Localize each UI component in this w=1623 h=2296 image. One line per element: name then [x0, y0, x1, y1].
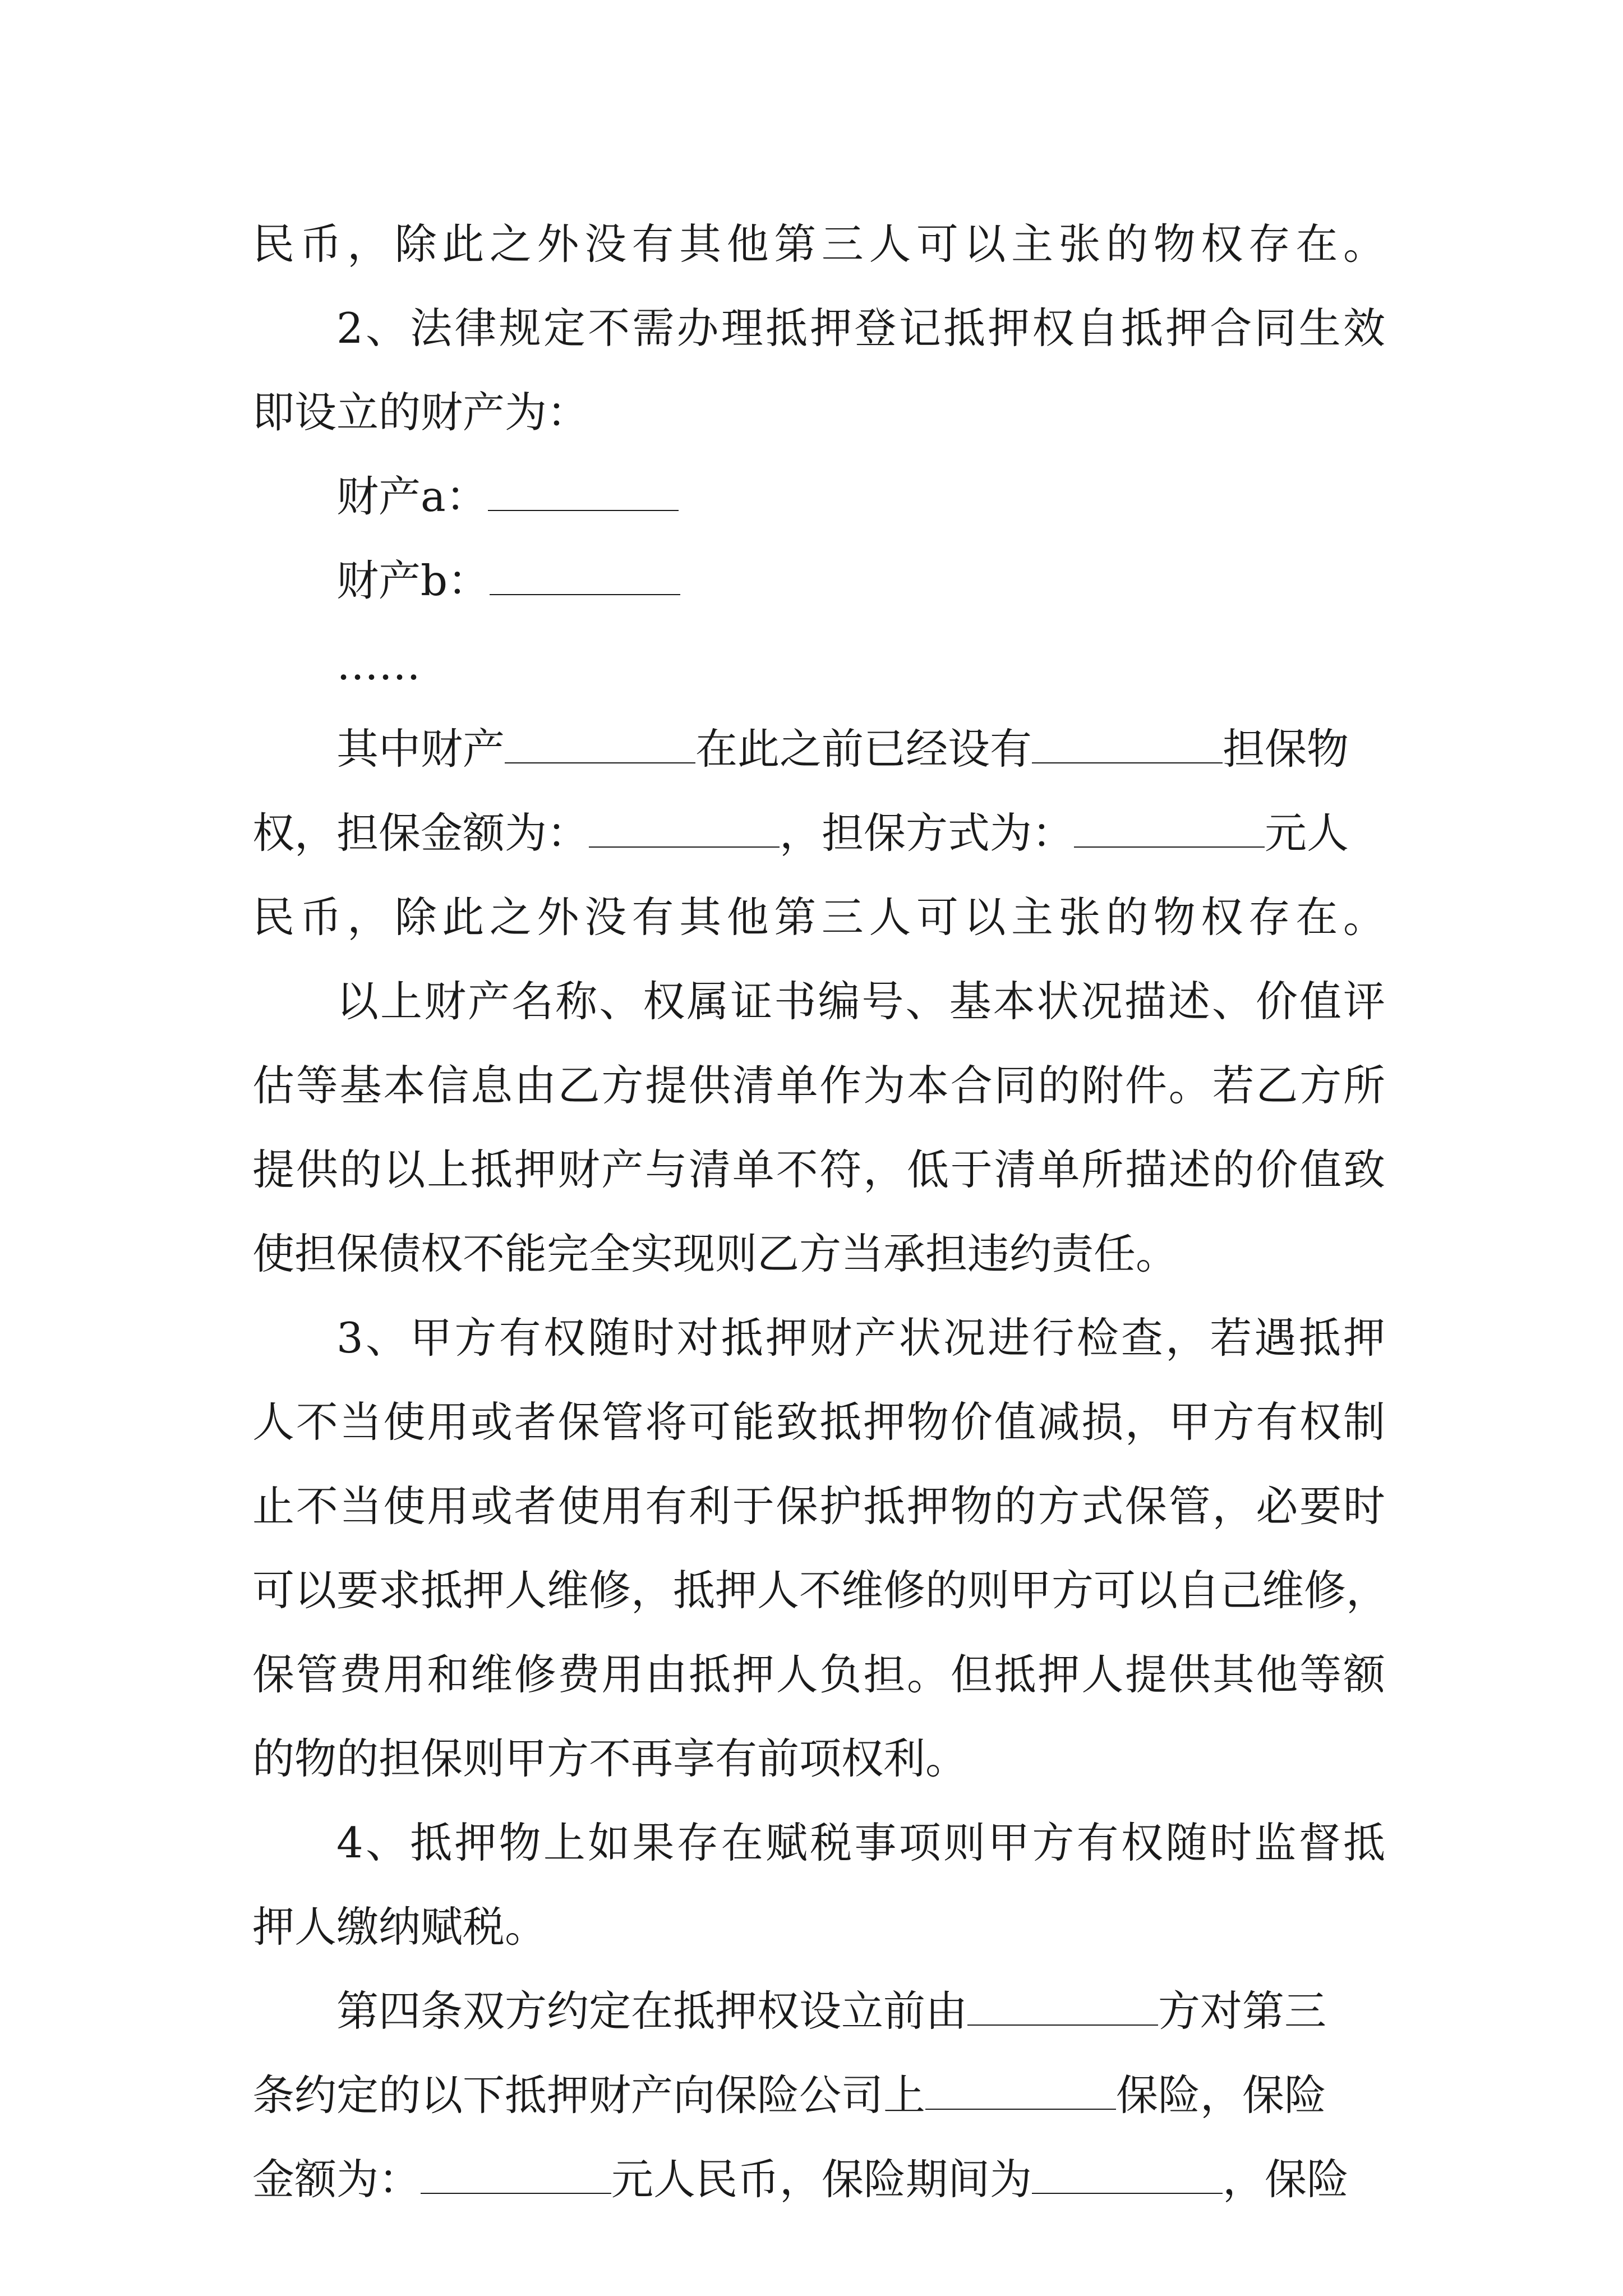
- text-segment: 元人民币，保险期间为: [611, 2155, 1032, 2204]
- text-line: 民币，除此之外没有其他第三人可以主张的物权存在。: [252, 219, 1385, 269]
- blank-field: [1032, 724, 1223, 763]
- text-line: 即设立的财产为：: [252, 388, 589, 437]
- text-segment: 担保物: [1223, 724, 1349, 774]
- text-line: 止不当使用或者使用有利于保护抵押物的方式保管，必要时: [252, 1481, 1385, 1531]
- text-line: 估等基本信息由乙方提供清单作为本合同的附件。若乙方所: [252, 1061, 1385, 1110]
- ellipsis-line: ……: [336, 640, 421, 689]
- text-line: 的物的担保则甲方不再享有前项权利。: [252, 1734, 968, 1783]
- text-line: [252, 2053, 1326, 2137]
- property-b-label: 财产b：: [336, 556, 490, 605]
- blank-field: [589, 808, 780, 848]
- text-segment: ，保险: [1223, 2155, 1349, 2204]
- blank-field: [421, 2155, 611, 2194]
- text-segment: 保险，保险: [1116, 2070, 1327, 2120]
- text-segment: 元人: [1265, 808, 1349, 858]
- blank-field: [1074, 808, 1265, 848]
- text-line: [252, 2137, 1349, 2221]
- text-line: 可以要求抵押人维修，抵押人不维修的则甲方可以自己维修，: [252, 1566, 1389, 1615]
- text-line: 民币，除此之外没有其他第三人可以主张的物权存在。: [252, 892, 1385, 942]
- text-segment: 权，担保金额为：: [252, 808, 589, 858]
- text-segment: 条约定的以下抵押财产向保险公司上: [252, 2070, 926, 2120]
- text-line: [252, 791, 1349, 875]
- text-segment: 在此之前已经设有: [695, 724, 1032, 774]
- clause-2-line: 2、法律规定不需办理抵押登记抵押权自抵押合同生效: [336, 303, 1385, 353]
- blank-field: [1032, 2155, 1223, 2194]
- property-b-line: [336, 539, 680, 623]
- text-segment: 其中财产: [336, 724, 505, 774]
- property-a-line: [336, 454, 679, 539]
- clause-4-line: 4、抵押物上如果存在赋税事项则甲方有权随时监督抵: [336, 1818, 1385, 1867]
- property-a-label: 财产a：: [336, 472, 488, 521]
- text-line: [336, 707, 1349, 791]
- text-segment: 第四条双方约定在抵押权设立前由: [336, 1986, 968, 2036]
- article-4-line: [336, 1969, 1326, 2053]
- blank-field: [490, 556, 680, 595]
- blank-field: [925, 2070, 1116, 2110]
- blank-field: [967, 1986, 1158, 2026]
- clause-3-line: 3、甲方有权随时对抵押财产状况进行检查，若遇抵押: [336, 1313, 1385, 1363]
- text-line: 使担保债权不能完全实现则乙方当承担违约责任。: [252, 1229, 1178, 1278]
- text-line: 以上财产名称、权属证书编号、基本状况描述、价值评: [336, 977, 1385, 1026]
- text-segment: 金额为：: [252, 2155, 421, 2204]
- text-line: 人不当使用或者保管将可能致抵押物价值减损，甲方有权制: [252, 1397, 1385, 1447]
- text-line: 押人缴纳赋税。: [252, 1902, 547, 1952]
- text-segment: 方对第三: [1158, 1986, 1327, 2036]
- blank-field: [488, 472, 679, 511]
- blank-field: [505, 724, 695, 763]
- text-segment: ，担保方式为：: [780, 808, 1075, 858]
- text-line: 提供的以上抵押财产与清单不符，低于清单所描述的价值致: [252, 1145, 1385, 1194]
- text-line: 保管费用和维修费用由抵押人负担。但抵押人提供其他等额: [252, 1650, 1385, 1699]
